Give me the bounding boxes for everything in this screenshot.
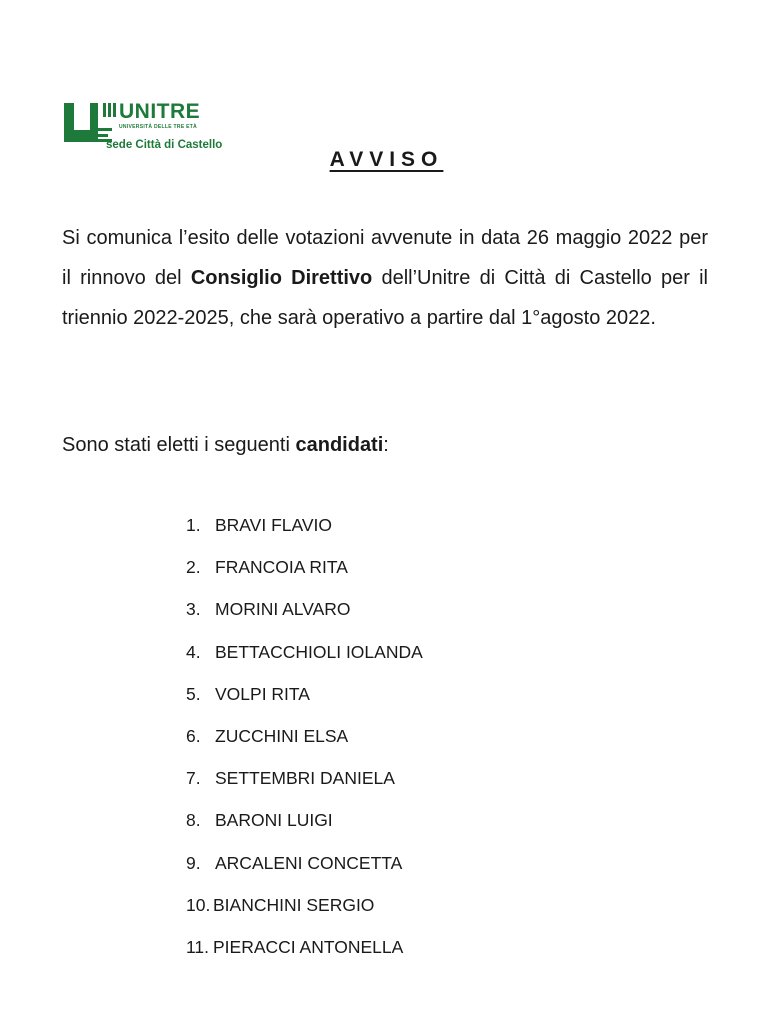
list-item-number: 3. [186,599,201,620]
list-item-name: FRANCOIA RITA [215,557,348,578]
list-item [186,804,423,846]
list-item-number: 4. [186,641,201,662]
list-item-number: 9. [186,852,201,873]
list-item-number: 2. [186,557,201,578]
list-item [186,762,423,804]
list-item [186,720,423,762]
intro-text-start: Si comunica l’esito delle votazioni avvenute in data 26 maggio 2022 per il rinnovo del [62,227,708,289]
list-item-name: BARONI LUIGI [215,810,333,831]
logo-subtitle: UNIVERSITÀ DELLE TRE ETÀ [119,124,198,130]
list-item-name: PIERACCI ANTONELLA [213,936,404,957]
list-item-name: SETTEMBRI DANIELA [215,768,395,789]
list-item-name: VOLPI RITA [215,683,310,704]
elected-bold: candidati [295,434,384,456]
candidates-list [186,509,423,973]
list-item-number: 5. [186,683,201,704]
list-item [186,889,423,931]
elected-text-start: Sono stati eletti i seguenti [62,434,296,456]
list-item [186,931,423,973]
list-item [186,678,423,720]
list-item [186,551,423,593]
list-item-name: BETTACCHIOLI IOLANDA [215,641,423,662]
list-item-name: MORINI ALVARO [215,599,351,620]
logo-name: UNITRE [119,100,201,123]
elected-paragraph [62,425,389,465]
elected-text-end: : [383,434,389,456]
list-item [186,636,423,678]
list-item-number: 6. [186,725,201,746]
list-item-name: BIANCHINI SERGIO [213,894,375,915]
intro-bold: Consiglio Direttivo [190,267,373,289]
list-item [186,509,423,551]
list-item [186,847,423,889]
list-item-name: ARCALENI CONCETTA [215,852,403,873]
page-title: AVVISO [329,148,444,171]
list-item [186,593,423,635]
list-item-number: 8. [186,810,201,831]
list-item-number: 1. [186,515,201,535]
list-item-number: 7. [186,768,201,789]
logo-seat: sede Città di Castello [106,139,223,151]
list-item-number: 10. [186,894,211,915]
intro-paragraph [62,218,708,338]
list-item-name: BRAVI FLAVIO [215,515,333,535]
intro-text-end: dell’Unitre di Città di Castello per il triennio 2022-2025, che sarà operativo a partire dal 1°agosto 2022. [62,267,708,329]
list-item-number: 11. [186,936,210,957]
list-item-name: ZUCCHINI ELSA [215,725,349,746]
